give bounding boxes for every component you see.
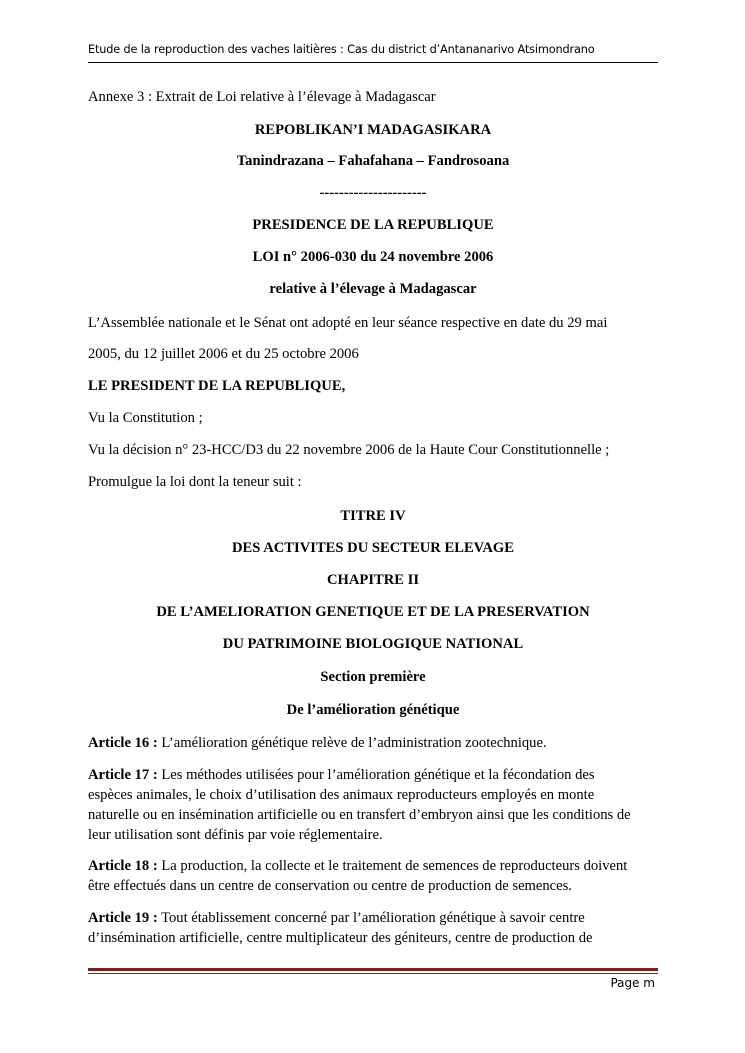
law-subject: relative à l’élevage à Madagascar <box>269 281 477 297</box>
adoption-line-2: 2005, du 12 juillet 2006 et du 25 octobre 2006 <box>88 346 359 362</box>
annex-title: Annexe 3 : Extrait de Loi relative à l’élevage à Madagascar <box>88 89 436 105</box>
titre-number: TITRE IV <box>340 508 406 524</box>
presidency-heading: PRESIDENCE DE LA REPUBLIQUE <box>252 217 494 233</box>
article-18-line-1: Article 18 : La production, la collecte et le traitement de semences de reproducteurs doivent <box>88 858 628 874</box>
footer-divider-thin <box>88 973 658 974</box>
chapitre-number: CHAPITRE II <box>326 572 420 588</box>
national-motto: Tanindrazana – Fahafahana – Fandrosoana <box>236 153 510 169</box>
article-17-line-4: leur utilisation sont définis par voie réglementaire. <box>88 827 383 843</box>
page-number: Page m <box>610 976 655 990</box>
president-declaration: LE PRESIDENT DE LA REPUBLIQUE, <box>88 378 346 394</box>
article-17-label: Article 17 : <box>88 767 158 783</box>
footer-divider-thick <box>88 968 658 971</box>
adoption-line-1: L’Assemblée nationale et le Sénat ont adopté en leur séance respective en date du 29 mai <box>88 315 608 331</box>
article-16 <box>88 733 660 753</box>
titre-name: DES ACTIVITES DU SECTEUR ELEVAGE <box>232 540 514 556</box>
article-19 <box>88 908 660 948</box>
article-19-line-2: d’insémination artificielle, centre multiplicateur des géniteurs, centre de production de <box>88 930 593 946</box>
section-name: De l’amélioration génétique <box>286 702 460 718</box>
running-header: Etude de la reproduction des vaches laitières : Cas du district d’Antananarivo Atsimondrano <box>88 43 595 56</box>
article-17-line-1: Article 17 : Les méthodes utilisées pour l’amélioration génétique et la fécondation des <box>88 767 595 783</box>
article-17-line-3: naturelle ou en insémination artificielle ou en transfert d’embryon ainsi que les conditions de <box>88 807 631 823</box>
heading-separator: ---------------------- <box>319 185 427 201</box>
section-number: Section première <box>320 669 426 685</box>
chapitre-name-line-2: DU PATRIMOINE BIOLOGIQUE NATIONAL <box>222 636 524 652</box>
law-number: LOI n° 2006-030 du 24 novembre 2006 <box>252 249 494 265</box>
article-19-line-1: Article 19 : Tout établissement concerné par l’amélioration génétique à savoir centre <box>88 910 585 926</box>
article-18-line-2: être effectués dans un centre de conservation ou centre de production de semences. <box>88 878 572 894</box>
court-decision-reference: Vu la décision n° 23-HCC/D3 du 22 novembre 2006 de la Haute Cour Constitutionnelle ; <box>88 442 610 458</box>
constitution-reference: Vu la Constitution ; <box>88 410 203 426</box>
article-18 <box>88 856 660 896</box>
article-19-label: Article 19 : <box>88 910 158 926</box>
country-heading: REPOBLIKAN’I MADAGASIKARA <box>254 122 492 138</box>
chapitre-name-line-1: DE L’AMELIORATION GENETIQUE ET DE LA PRESERVATION <box>156 604 590 620</box>
article-17-line-2: espèces animales, le choix d’utilisation des animaux reproducteurs employés en monte <box>88 787 595 803</box>
article-16-line-1: Article 16 : L’amélioration génétique relève de l’administration zootechnique. <box>88 735 547 751</box>
promulgation-statement: Promulgue la loi dont la teneur suit : <box>88 474 302 490</box>
article-16-label: Article 16 : <box>88 735 158 751</box>
header-divider <box>88 62 658 63</box>
article-18-label: Article 18 : <box>88 858 158 874</box>
article-17 <box>88 765 660 845</box>
